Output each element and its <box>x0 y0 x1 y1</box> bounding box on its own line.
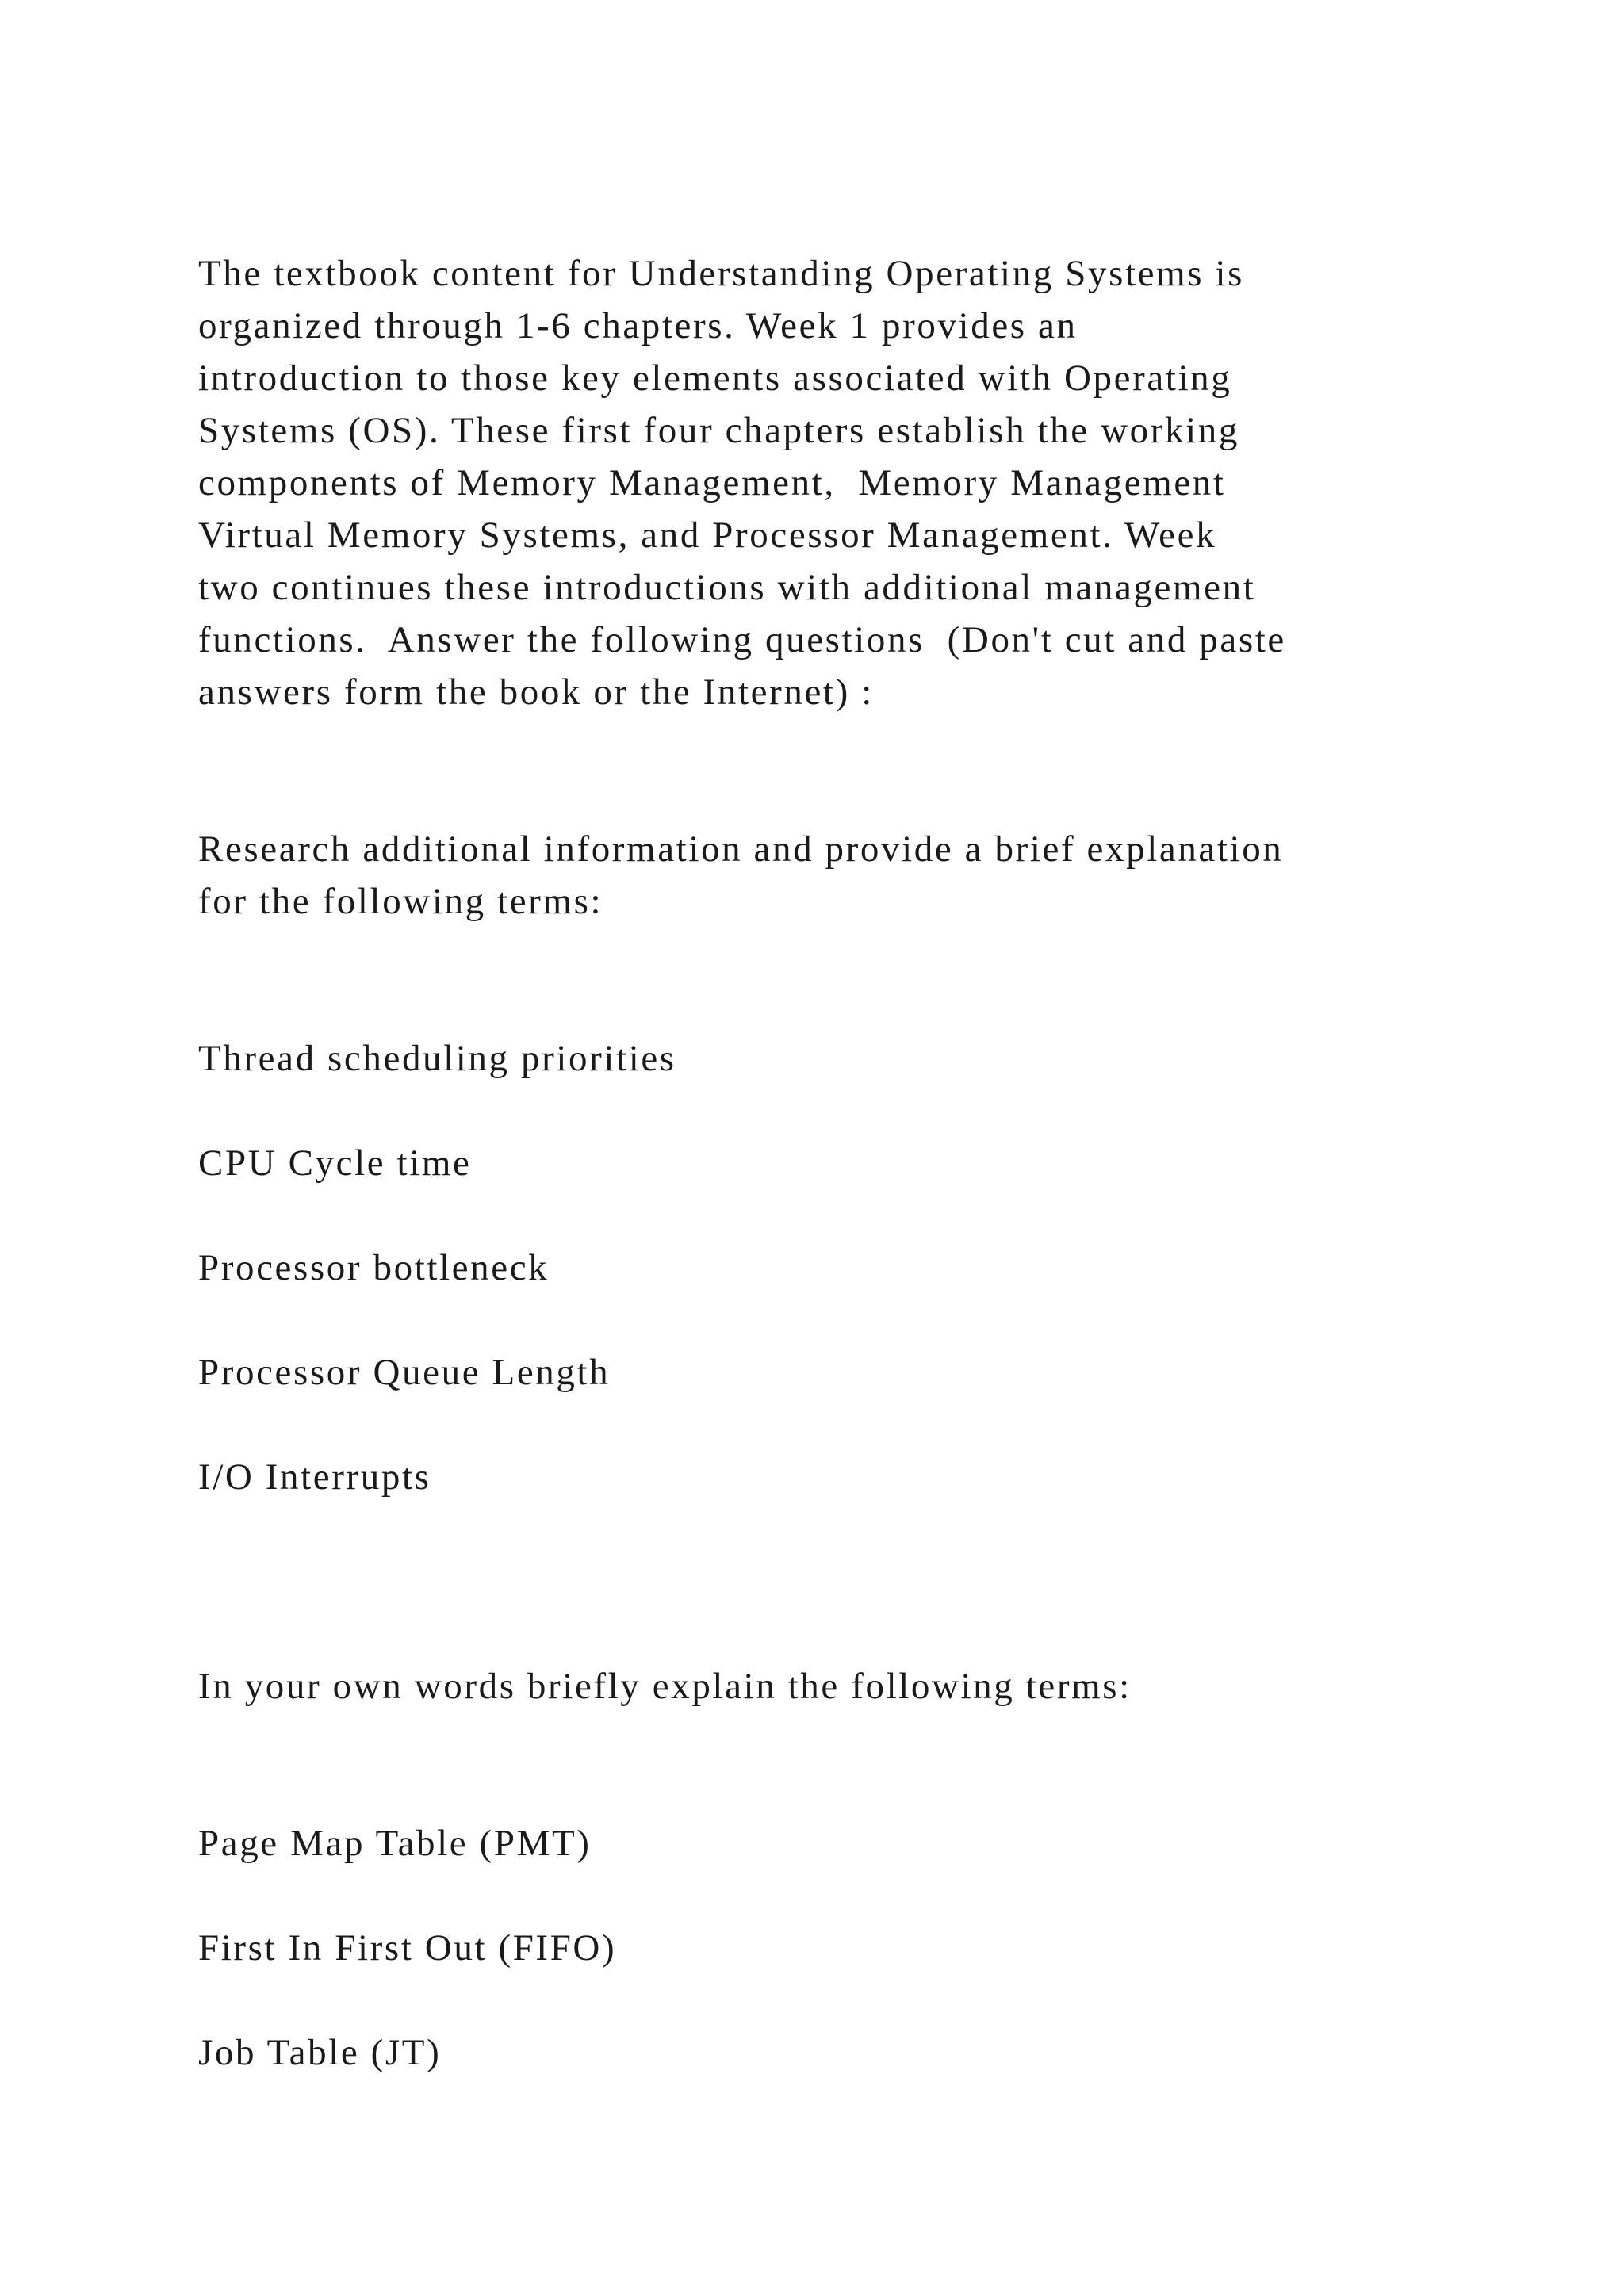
research-term-item: Processor bottleneck <box>198 1247 550 1288</box>
intro-line: components of Memory Management, Memory Management <box>198 462 1226 503</box>
intro-line: Systems (OS). These first four chapters establish the working <box>198 410 1239 451</box>
intro-line: introduction to those key elements associated with Operating <box>198 358 1232 399</box>
own-words-term-item: First In First Out (FIFO) <box>198 1927 617 1969</box>
research-term-item: CPU Cycle time <box>198 1142 472 1184</box>
intro-line: Virtual Memory Systems, and Processor Management. Week <box>198 515 1217 556</box>
intro-line: two continues these introductions with additional management <box>198 567 1256 608</box>
own-words-prompt: In your own words briefly explain the following terms: <box>198 1666 1132 1707</box>
research-term-item: I/O Interrupts <box>198 1456 431 1498</box>
research-term-item: Thread scheduling priorities <box>198 1038 676 1079</box>
research-prompt-line: Research additional information and provide a brief explanation <box>198 828 1284 870</box>
intro-line: The textbook content for Understanding Operating Systems is <box>198 253 1245 294</box>
intro-line: organized through 1-6 chapters. Week 1 provides an <box>198 305 1078 346</box>
research-term-item: Processor Queue Length <box>198 1352 611 1393</box>
intro-line: answers form the book or the Internet) : <box>198 672 874 713</box>
intro-line: functions. Answer the following questions (Don't cut and paste <box>198 619 1286 660</box>
own-words-term-item: Job Table (JT) <box>198 2032 442 2073</box>
research-prompt-line: for the following terms: <box>198 881 603 922</box>
own-words-term-item: Page Map Table (PMT) <box>198 1823 592 1864</box>
